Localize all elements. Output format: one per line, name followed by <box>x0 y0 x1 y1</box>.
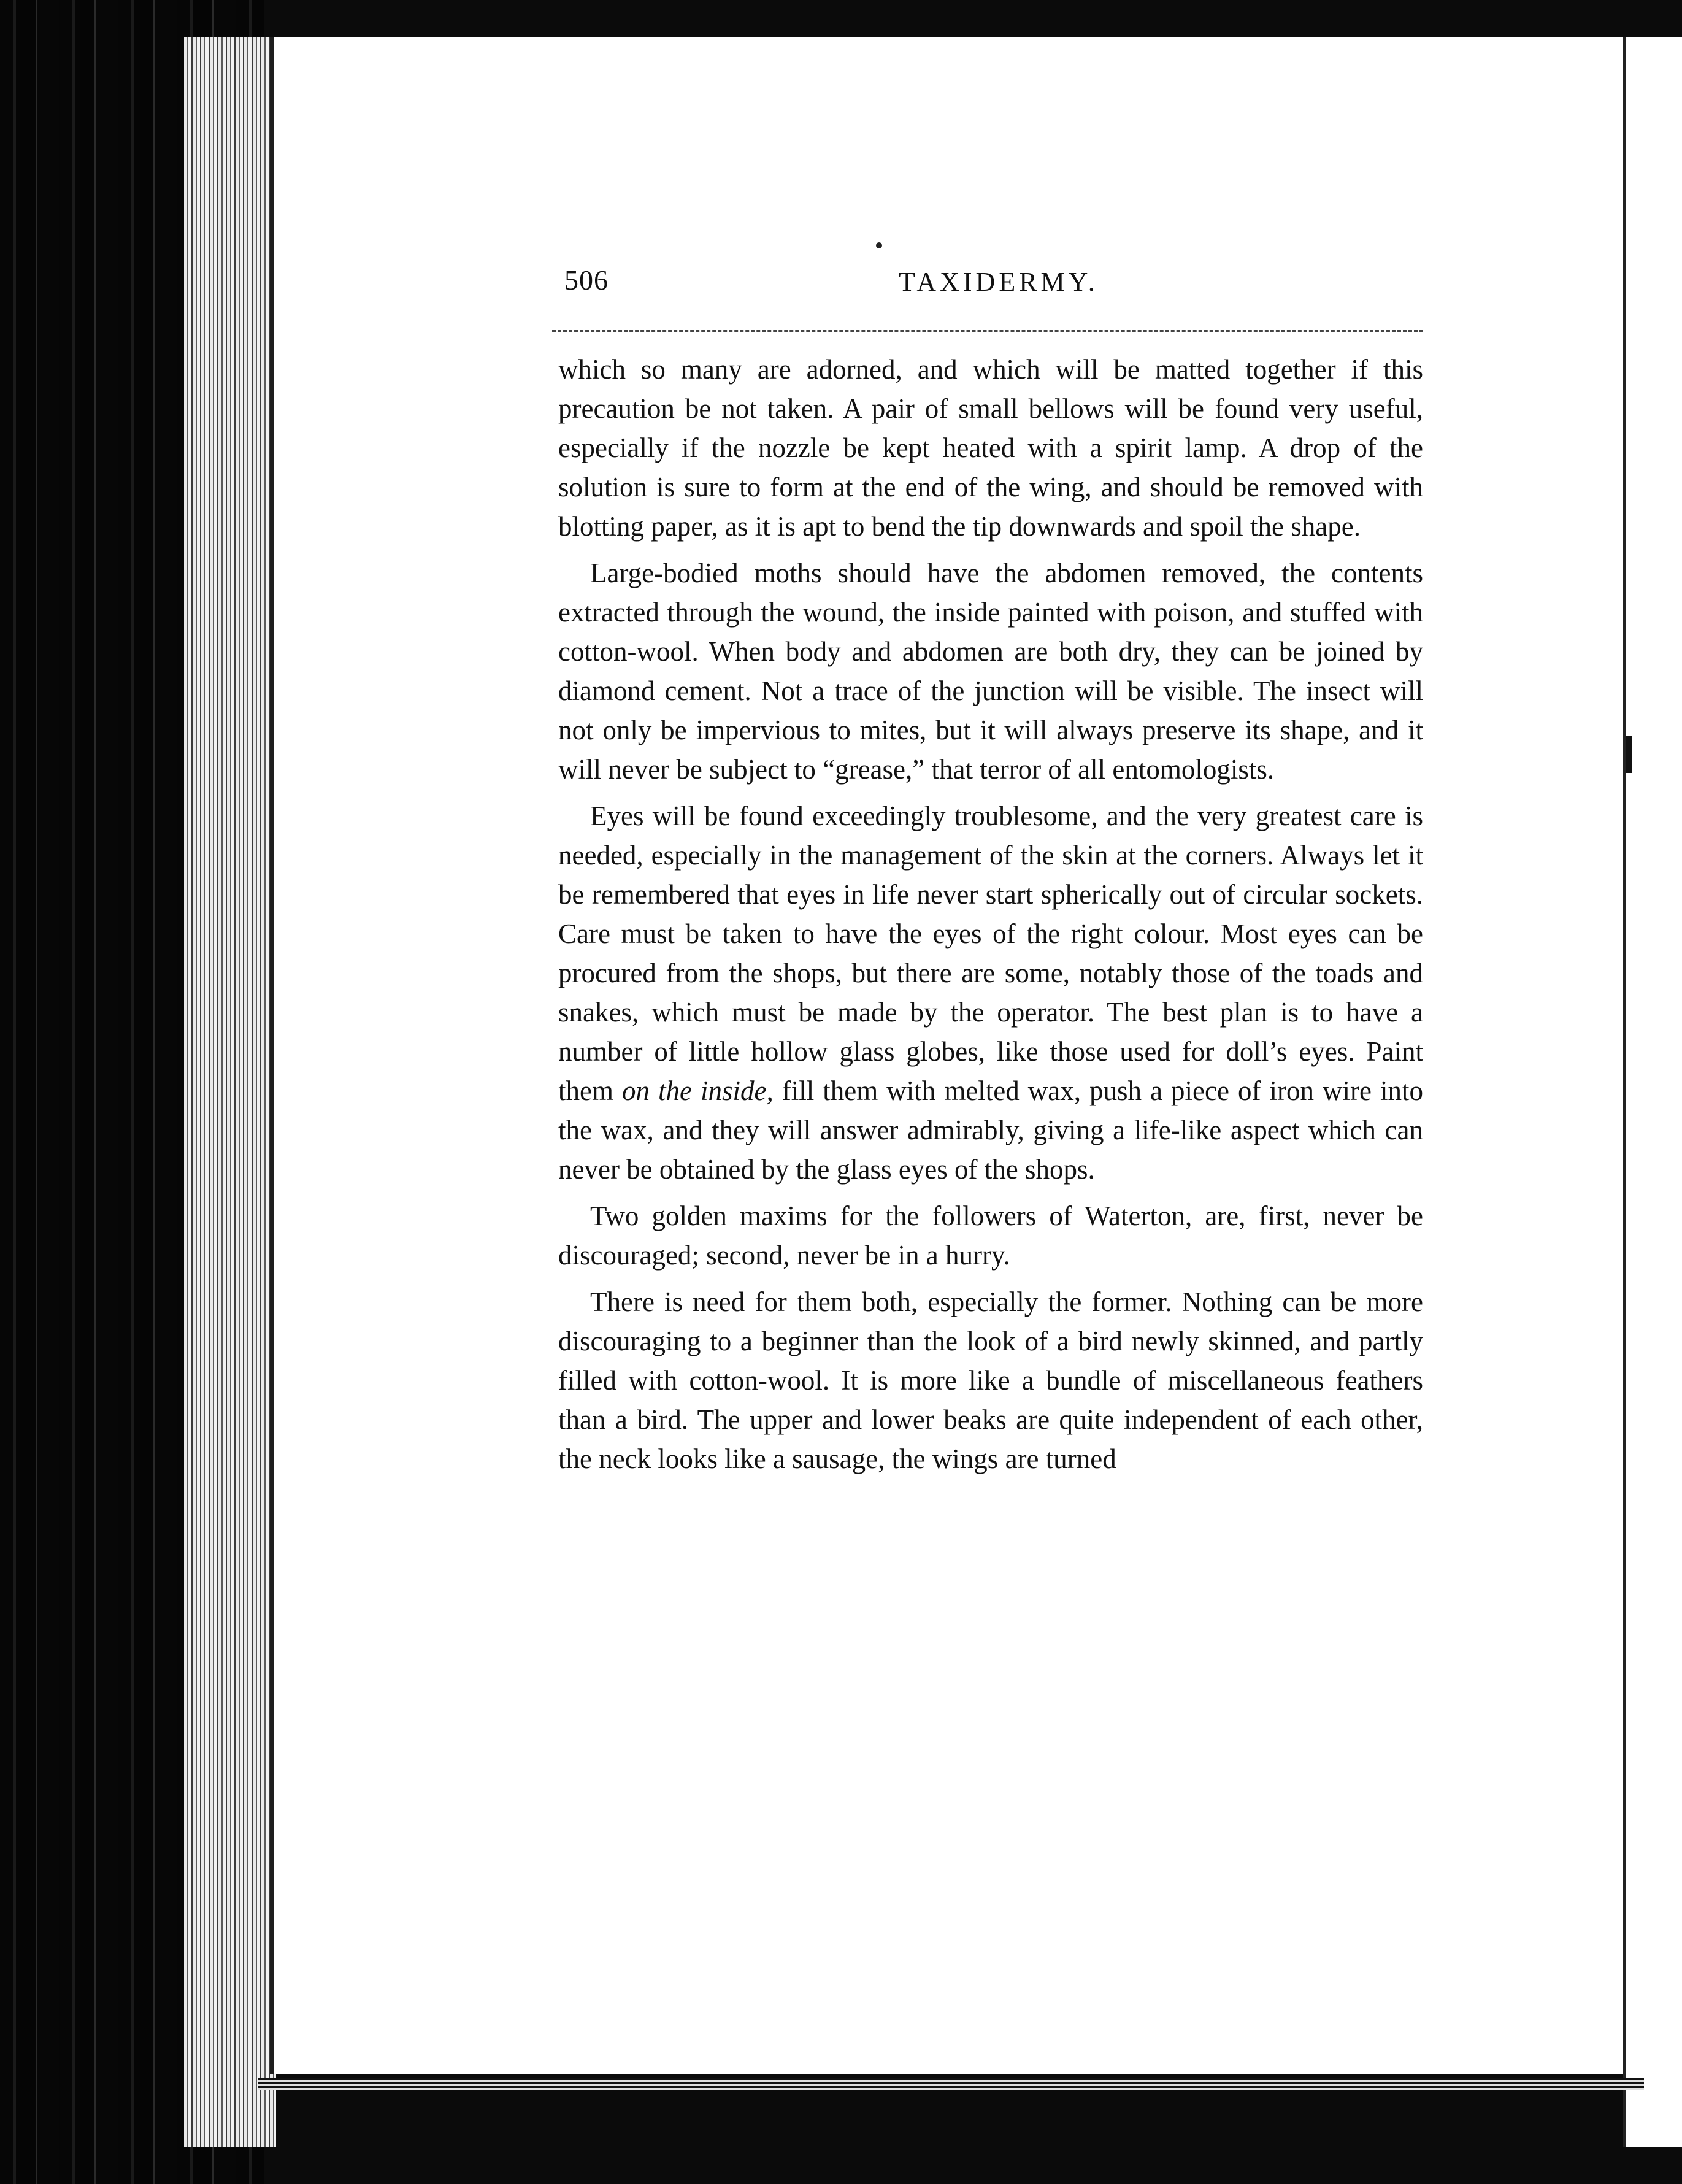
running-head <box>564 264 1435 307</box>
italic-phrase: on the inside, <box>622 1075 774 1106</box>
paragraph <box>558 796 1423 1189</box>
header-rule <box>552 330 1423 332</box>
page-number: 506 <box>564 264 609 296</box>
paragraph: There is need for them both, especially the former. Nothing can be more discouraging to a beginner than the look of a bird newly skinned, and partly filled with cotton-wool. It is more like a bundle of miscellaneous feathers than a bird. The upper and lower beaks are quite independent of each other, the neck looks like a sausage, the wings are turned <box>558 1286 1423 1474</box>
page-bottom-edge <box>258 2078 1644 2090</box>
paragraph: Two golden maxims for the followers of Waterton, are, first, never be discouraged; second, never be in a hurry. <box>558 1201 1423 1271</box>
paragraph-text: Eyes will be found exceedingly troublesome, and the very greatest care is needed, especially in the management of the skin at the corners. Always let it be remembered that eyes in life never start spherically out of circular sockets. Care must be taken to have the eyes of the right colour. Most eyes can be procured from the shops, but there are some, notably those of the toads and snakes, which must be made by the operator. The best plan is to have a number of little hollow glass globes, like those used for doll’s eyes. Paint them <box>558 801 1423 1106</box>
paragraph-text: fill them with melted wax, push a piece of iron wire into the wax, and they will answer admirably, giving a life-like aspect which can never be obtained by the glass eyes of the shops. <box>558 1075 1423 1185</box>
running-title: TAXIDERMY. <box>899 267 1099 297</box>
leaf-mark <box>1626 736 1632 773</box>
next-leaf-edge <box>1623 37 1682 2147</box>
paragraph: which so many are adorned, and which will be matted together if this precaution be not taken. A pair of small bellows will be found very useful, especially if the nozzle be kept heated with a spirit lamp. A drop of the solution is sure to form at the end of the wing, and should be removed with blotting paper, as it is apt to bend the tip downwards and spoil the shape. <box>558 354 1423 542</box>
page-stack-edges <box>184 37 276 2147</box>
paragraph: Large-bodied moths should have the abdomen removed, the contents extracted through the wound, the inside painted with poison, and stuffed with cotton-wool. When body and abdomen are both dry, they can be joined by diamond cement. Not a trace of the junction will be visible. The insect will not only be impervious to mites, but it will always preserve its shape, and it will never be subject to “grease,” that terror of all entomologists. <box>558 558 1423 785</box>
ink-speck <box>876 242 882 248</box>
body-text <box>558 350 1423 1486</box>
